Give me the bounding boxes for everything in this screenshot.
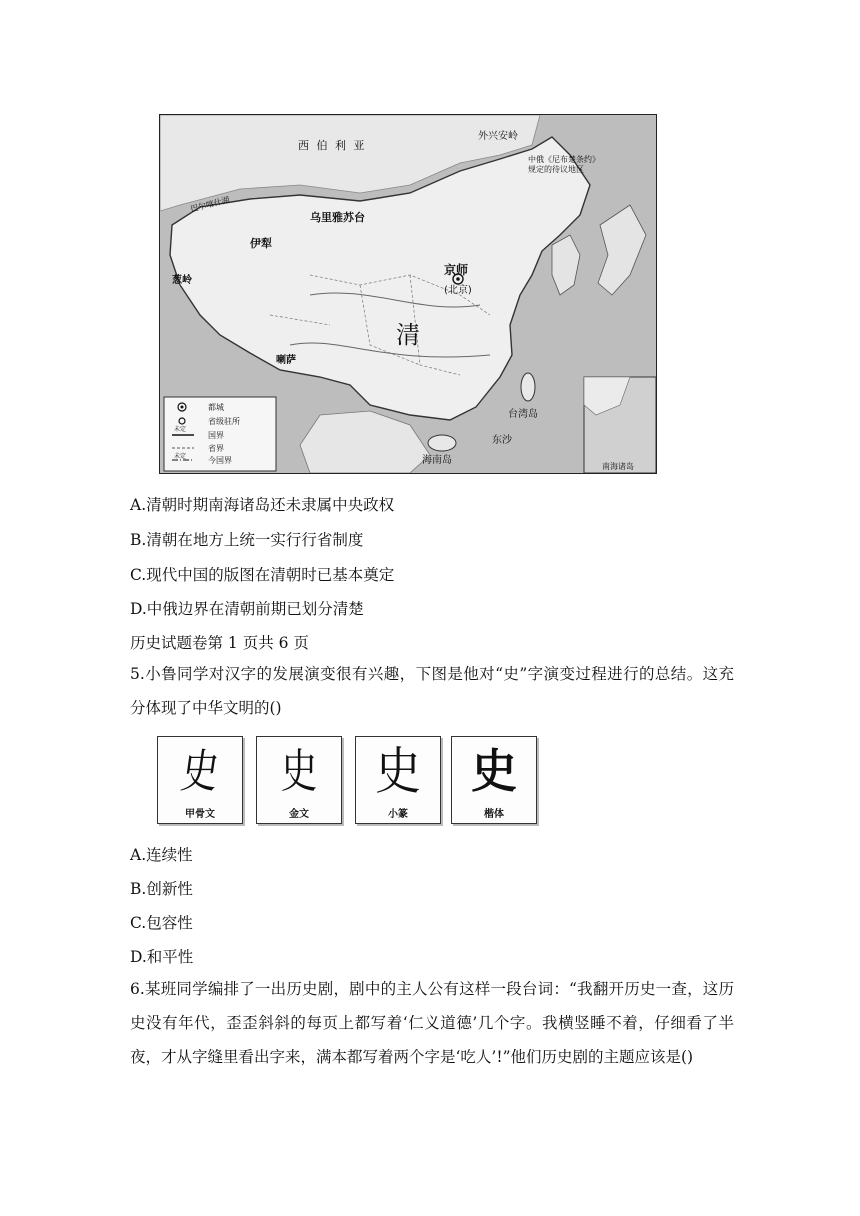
page-footer: 历史试题卷第 1 页共 6 页	[130, 634, 309, 652]
q4-option-c: C.现代中国的版图在清朝时已基本奠定	[130, 566, 395, 584]
caption-oracle-bone: 甲骨文	[185, 809, 215, 820]
script-oracle-bone	[157, 736, 243, 824]
map-label-jingshi: 京师	[444, 263, 469, 277]
map-label-uliastai: 乌里雅苏台	[310, 211, 365, 224]
legend-capital: 都城	[208, 403, 224, 412]
glyph-regular: 史	[471, 744, 517, 798]
q4-option-a: A.清朝时期南海诸岛还未隶属中央政权	[130, 496, 395, 514]
q5-option-d: D.和平性	[130, 948, 194, 966]
legend-undetermined-1: 未定	[174, 426, 187, 433]
map-label-hainan: 海南岛	[422, 455, 452, 466]
glyph-small-seal: 史	[375, 741, 421, 801]
q5-option-a: A.连续性	[130, 846, 193, 864]
q5-stem: 5.小鲁同学对汉字的发展演变很有兴趣，下图是他对“史”字演变过程进行的总结。这充分体现了中华文明的()	[130, 665, 734, 717]
qing-dynasty-map	[159, 114, 657, 474]
map-label-yili: 伊犁	[250, 237, 272, 250]
map-label-dongsha: 东沙	[492, 435, 512, 446]
map-label-lhasa: 喇萨	[276, 355, 296, 366]
legend-border-then: 国界	[208, 431, 224, 440]
legend-provincial-border: 省界	[208, 444, 224, 453]
script-small-seal	[355, 736, 441, 824]
map-label-xinganling: 外兴安岭	[478, 131, 518, 142]
q6-stem: 6.某班同学编排了一出历史剧，剧中的主人公有这样一段台词：“我翻开历史一查，这历史没有年代，歪歪斜斜的每页上都写着‘仁义道德’几个字。我横竖睡不着，仔细看了半夜，才从字缝里看出字来，满本都写着两个字是‘吃人’!”他们历史剧的主题应该是()	[130, 980, 734, 1066]
glyph-oracle-bone: 史	[177, 744, 223, 798]
legend-undetermined-2: 未定	[174, 453, 187, 460]
map-label-qing: 清	[396, 321, 420, 349]
q5-option-c: C.包容性	[130, 914, 193, 932]
caption-small-seal: 小篆	[388, 809, 408, 820]
map-label-balkhash: 巴尔喀什湖	[189, 195, 231, 214]
script-bronze	[256, 736, 342, 824]
q5-option-b: B.创新性	[130, 880, 193, 898]
map-label-south-sea-islands: 南海诸岛	[602, 462, 634, 471]
map-label-beijing: (北京)	[444, 285, 472, 296]
caption-regular: 楷体	[484, 809, 504, 820]
legend-provincial-seat: 省级驻所	[208, 417, 240, 426]
map-label-congling: 葱岭	[172, 275, 192, 286]
map-label-siberia: 西 伯 利 亚	[298, 139, 367, 152]
q4-option-d: D.中俄边界在清朝前期已划分清楚	[130, 600, 364, 618]
script-regular	[451, 736, 537, 824]
map-label-nerchinsk-note: 中俄《尼布楚条约》规定的待议地区	[528, 155, 600, 174]
map-label-taiwan: 台湾岛	[508, 409, 538, 420]
q4-option-b: B.清朝在地方上统一实行行省制度	[130, 531, 364, 549]
legend-border-now: 今国界	[208, 456, 232, 465]
glyph-bronze: 史	[280, 744, 318, 798]
caption-bronze: 金文	[289, 809, 309, 820]
